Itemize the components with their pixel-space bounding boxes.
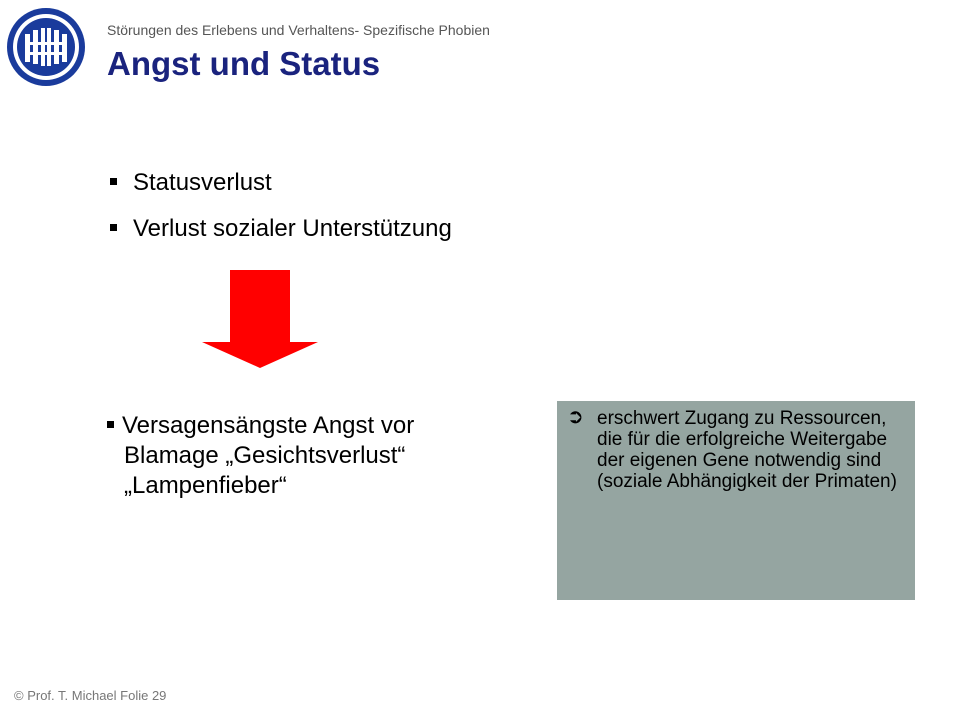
university-seal-icon	[5, 6, 87, 88]
anxiety-line-2: Blamage „Gesichtsverlust“	[124, 442, 406, 469]
bullet-item	[105, 214, 452, 244]
slide-subtitle: Störungen des Erlebens und Verhaltens- Spezifische Phobien	[107, 22, 490, 38]
info-box-text: erschwert Zugang zu Ressourcen, die für die erfolgreiche Weitergabe der eigenen Gene notwendig sind (soziale Abhängigkeit der Primaten)	[597, 408, 897, 492]
anxiety-line-1: Versagensängste Angst vor	[122, 412, 415, 439]
info-box	[557, 401, 915, 600]
slide-footer: © Prof. T. Michael Folie 29	[14, 688, 167, 703]
anxiety-item	[107, 411, 487, 501]
square-bullet-icon	[110, 224, 117, 231]
bullet-item	[105, 168, 452, 198]
square-bullet-icon	[110, 178, 117, 185]
arrow-circle-right-icon: ➲	[567, 406, 584, 428]
bullet-list	[105, 168, 452, 260]
arrow-down-icon	[202, 270, 318, 368]
slide-title: Angst und Status	[107, 45, 381, 82]
anxiety-line-3: „Lampenfieber“	[124, 472, 287, 499]
square-bullet-icon	[107, 421, 114, 428]
bullet-text: Verlust sozialer Unterstützung	[133, 215, 452, 242]
bullet-text: Statusverlust	[133, 169, 272, 196]
